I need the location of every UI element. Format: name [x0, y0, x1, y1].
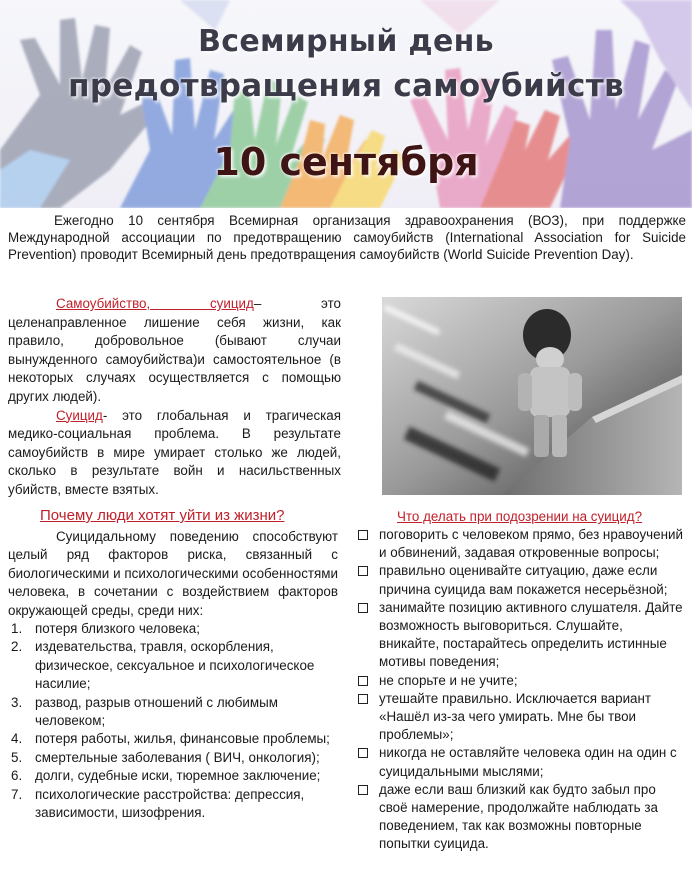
list-item: правильно оценивайте ситуацию, даже если причина суицида вам покажется несерьёзной;: [358, 562, 686, 598]
checkbox-icon: [358, 566, 368, 576]
intro-paragraph: Ежегодно 10 сентября Всемирная организация здравоохранения (ВОЗ), при поддержке Международной ассоциации по предотвращению самоубийств (International Association for Suicide Prevention) проводит Всемирный день предотвращения самоубийств (World Suicide Prevention Day).: [8, 213, 686, 262]
checkbox-icon: [358, 603, 368, 613]
list-item: 2. издевательства, травля, оскорбления, физическое, сексуальное и психологическое насилие;: [11, 639, 315, 692]
advice-heading: Что делать при подозрении на суицид?: [397, 509, 643, 524]
definition-text-2: - это глобальная и трагическая медико-социальная проблема. В результате самоубийств в мире умирает столько же людей, сколько в результате войн и насильственных убийств, вместе взятых.: [8, 407, 341, 497]
causes-intro: Суицидальному поведению способствуют целый ряд факторов риска, связанный с биологическими и психологическими особенностями человека, в сочетании с воздействием факторов окружающей среды, среди них:: [8, 529, 338, 618]
definition-text-1: – это целенаправленное лишение себя жизни, как правило, добровольное (бывают случаи вынужденного самоубийства)и самостоятельное (в некоторых случаях осуществляется с помощью других людей).: [8, 296, 341, 404]
checkbox-icon: [358, 785, 368, 795]
list-item: утешайте правильно. Исключается вариант «Нашёл из-за чего умирать. Мне бы твои проблемы»;: [358, 690, 686, 745]
list-item: поговорить с человеком прямо, без нравоучений и обвинений, задавая откровенные вопросы;: [358, 526, 686, 562]
definition-paragraph-1: [8, 295, 341, 407]
list-item: даже если ваш близкий как будто забыл про своё намерение, продолжайте наблюдать за поведением, так как возможны повторные попытки суицида.: [358, 781, 686, 854]
checkbox-icon: [358, 676, 368, 686]
definition-paragraph-2: [8, 407, 341, 500]
checkbox-icon: [358, 694, 368, 704]
banner-title-line1: Всемирный день: [198, 24, 494, 59]
list-item: 1. потеря близкого человека;: [11, 621, 200, 637]
causes-section: [8, 528, 338, 823]
banner-date: 10 сентября: [213, 140, 479, 184]
checkbox-icon: [358, 530, 368, 540]
list-item: 3. развод, разрыв отношений с любимым человеком;: [11, 694, 278, 729]
term-suicide: Самоубийство, суицид: [56, 296, 254, 311]
toy-figure-image: [382, 297, 682, 495]
list-item: занимайте позицию активного слушателя. Дайте возможность выговориться. Слушайте, вникайте, постарайтесь определить истинные мотивы поведения;: [358, 599, 686, 672]
checkbox-icon: [358, 748, 368, 758]
figure-on-ledge-photo: [382, 297, 682, 495]
advice-list: [358, 526, 686, 854]
list-item: 5. смертельные заболевания ( ВИЧ, онкология);: [11, 749, 320, 765]
banner-title-line2: предотвращения самоубийств: [68, 68, 624, 104]
list-item: 6. долги, судебные иски, тюремное заключение;: [11, 768, 321, 784]
list-item: не спорьте и не учите;: [358, 672, 686, 690]
causes-list: [8, 620, 338, 822]
definition-section: [8, 295, 341, 500]
term-suicid: Суицид: [56, 407, 103, 423]
list-item: 4. потеря работы, жилья, финансовые проблемы;: [11, 731, 330, 747]
list-item: никогда не оставляйте человека один на один с суицидальными мыслями;: [358, 744, 686, 780]
list-item: 7. психологические расстройства: депрессия, зависимости, шизофрения.: [11, 786, 305, 821]
header-banner: [0, 0, 692, 208]
causes-heading: Почему люди хотят уйти из жизни?: [40, 507, 285, 524]
